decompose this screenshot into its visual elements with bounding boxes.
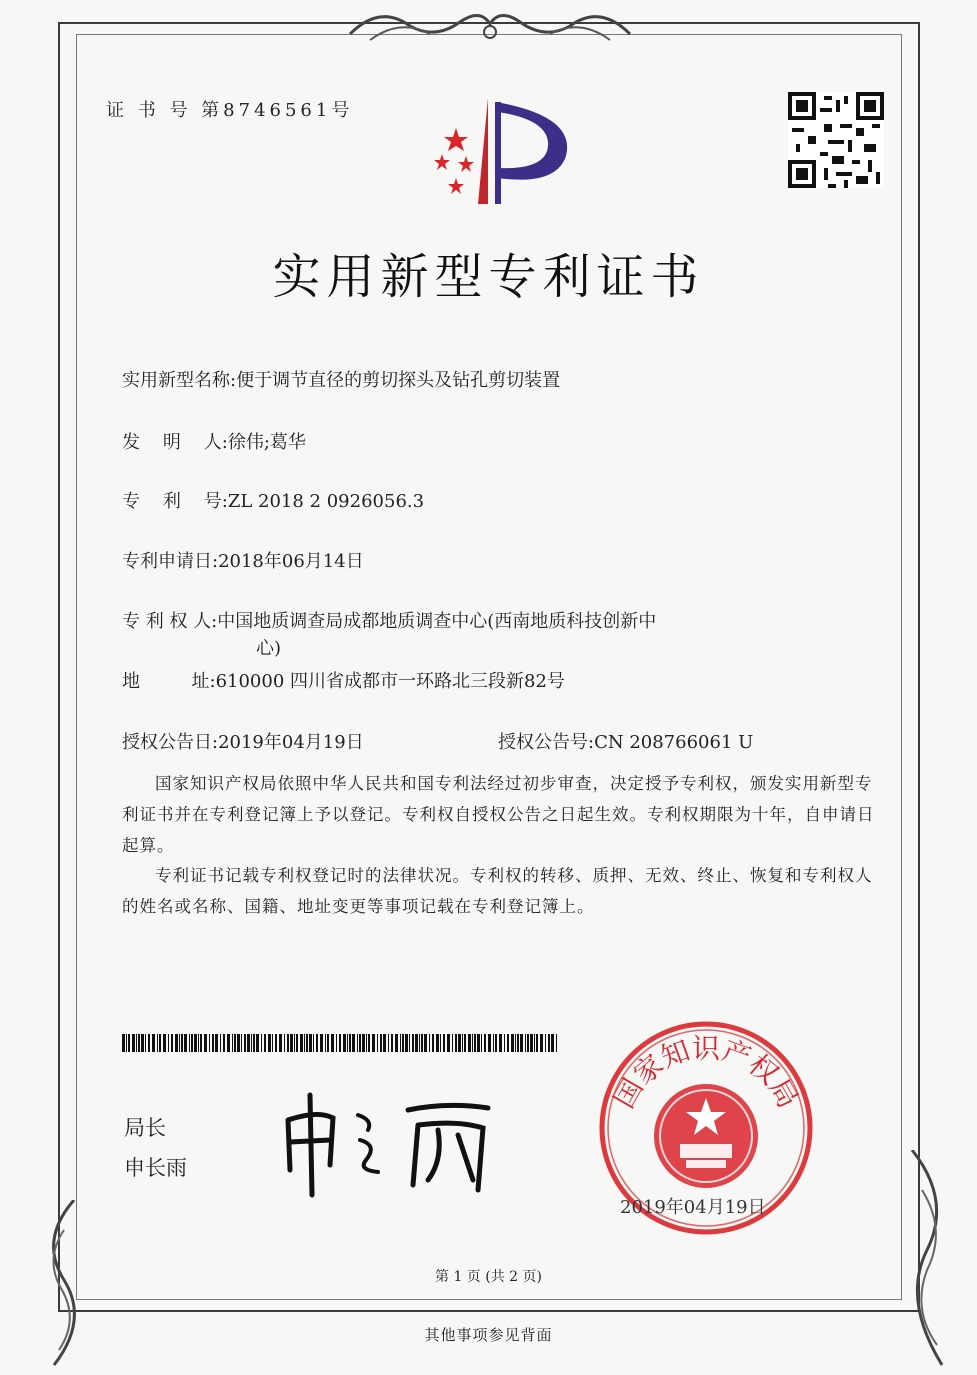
barcode-bar	[548, 1034, 550, 1052]
barcode-bar	[247, 1034, 250, 1052]
barcode-bar	[525, 1034, 526, 1052]
barcode-bar	[300, 1034, 303, 1052]
seal-char: 权	[742, 1047, 785, 1092]
barcode-bar	[368, 1034, 370, 1052]
barcode-bar	[339, 1034, 341, 1052]
application-date-row	[122, 547, 364, 573]
barcode-bar	[402, 1034, 404, 1052]
barcode-bar	[227, 1034, 230, 1052]
barcode-bar	[412, 1034, 414, 1052]
barcode-bar	[163, 1034, 166, 1052]
barcode-bar	[132, 1034, 135, 1052]
patent-number-value: ZL 2018 2 0926056.3	[227, 491, 425, 512]
barcode-bar	[352, 1034, 355, 1052]
barcode-bar	[157, 1034, 158, 1052]
barcode-bar	[168, 1034, 169, 1052]
body-paragraph-1: 国家知识产权局依照中华人民共和国专利法经过初步审查，决定授予专利权，颁发实用新型专利证书并在专利登记簿上予以登记。专利权自授权公告之日起生效。专利权期限为十年，自申请日起算。	[122, 774, 875, 855]
barcode-bar	[504, 1034, 505, 1052]
barcode-bar	[424, 1034, 427, 1052]
barcode-bar	[362, 1034, 365, 1052]
director-name: 申长雨	[124, 1156, 187, 1180]
barcode-bar	[284, 1034, 285, 1052]
patentee-label: 专 利 权 人:	[122, 611, 218, 632]
barcode-bar	[232, 1034, 233, 1052]
barcode-bar	[464, 1034, 466, 1052]
inventor-value: 徐伟;葛华	[227, 432, 306, 453]
barcode-bar	[447, 1034, 450, 1052]
barcode-bar	[306, 1034, 308, 1052]
barcode-bar	[432, 1034, 434, 1052]
grant-number-row	[498, 728, 753, 754]
barcode-bar	[215, 1034, 218, 1052]
barcode-bar	[191, 1034, 193, 1052]
barcode-bar	[415, 1034, 418, 1052]
barcode-bar	[493, 1034, 494, 1052]
seal-char: 国	[607, 1072, 650, 1114]
qr-code-icon	[788, 92, 884, 188]
patent-number-row	[122, 487, 424, 513]
barcode-bar	[440, 1034, 441, 1052]
barcode-bar	[316, 1034, 318, 1052]
barcode-bar	[253, 1034, 255, 1052]
barcode-bar	[313, 1034, 314, 1052]
seal-char: 家	[627, 1047, 670, 1092]
barcode-bar	[556, 1034, 557, 1052]
barcode-bar	[244, 1034, 246, 1052]
utility-model-name-label: 实用新型名称:	[122, 370, 237, 391]
barcode-bar	[383, 1034, 386, 1052]
barcode-bar	[515, 1034, 516, 1052]
patentee-value-line1: 中国地质调查局成都地质调查中心(西南地质科技创新中	[217, 611, 657, 632]
barcode-bar	[388, 1034, 389, 1052]
barcode-bar	[436, 1034, 439, 1052]
barcode-bar	[200, 1034, 202, 1052]
barcode-bar	[152, 1034, 155, 1052]
barcode-bar	[517, 1034, 519, 1052]
barcode-bar	[520, 1034, 523, 1052]
barcode-bar	[455, 1034, 457, 1052]
application-date-value: 2018年06月14日	[218, 551, 364, 572]
barcode-bar	[159, 1034, 161, 1052]
barcode-bar	[458, 1034, 461, 1052]
barcode-bar	[309, 1034, 312, 1052]
barcode-bar	[325, 1034, 326, 1052]
body-paragraph-2: 专利证书记载专利权登记时的法律状况。专利权的转移、质押、无效、终止、恢复和专利权人的姓名或名称、国籍、地址变更等事项记载在专利登记簿上。	[122, 866, 873, 916]
barcode-bar	[527, 1034, 529, 1052]
barcode-bar	[220, 1034, 221, 1052]
seal-char: 产	[717, 1033, 756, 1075]
barcode-bar	[184, 1034, 187, 1052]
barcode-bar	[347, 1034, 348, 1052]
barcode-bar	[209, 1034, 210, 1052]
page-number: 第 1 页 (共 2 页)	[435, 1269, 542, 1285]
barcode-bar	[468, 1034, 471, 1052]
barcode-bar	[261, 1034, 262, 1052]
barcode-bar	[477, 1034, 480, 1052]
grant-date-value: 2019年04月19日	[218, 732, 364, 753]
barcode-bar	[391, 1034, 393, 1052]
barcode-bar	[419, 1034, 420, 1052]
barcode-bar	[264, 1034, 266, 1052]
barcode-bar	[481, 1034, 482, 1052]
barcode-bar	[405, 1034, 408, 1052]
barcode-bar	[272, 1034, 273, 1052]
barcode-bar	[530, 1034, 533, 1052]
barcode-bar	[204, 1034, 207, 1052]
barcode-bar	[275, 1034, 277, 1052]
seal-char: 局	[762, 1072, 805, 1114]
barcode-bar	[223, 1034, 225, 1052]
barcode-bar	[327, 1034, 329, 1052]
barcode-bar	[181, 1034, 183, 1052]
barcode-bar	[138, 1034, 140, 1052]
director-title: 局长	[124, 1116, 166, 1140]
barcode-bar	[294, 1034, 295, 1052]
inventor-label: 发 明 人:	[122, 432, 228, 453]
barcode-bar	[331, 1034, 334, 1052]
grant-date-label: 授权公告日:	[122, 732, 219, 753]
barcode-bar	[237, 1034, 240, 1052]
barcode-bar	[551, 1034, 554, 1052]
barcode-bar	[212, 1034, 214, 1052]
barcode-bar	[495, 1034, 497, 1052]
barcode-icon	[122, 1034, 562, 1052]
barcode-bar	[175, 1034, 178, 1052]
director-signature	[278, 1090, 508, 1200]
barcode-bar	[484, 1034, 486, 1052]
barcode-bar	[256, 1034, 259, 1052]
barcode-bar	[296, 1034, 298, 1052]
seal-char: 识	[691, 1032, 721, 1065]
barcode-bar	[287, 1034, 289, 1052]
barcode-bar	[511, 1034, 514, 1052]
barcode-bar	[290, 1034, 293, 1052]
barcode-bar	[251, 1034, 252, 1052]
barcode-bar	[488, 1034, 491, 1052]
barcode-bar	[472, 1034, 473, 1052]
barcode-bar	[372, 1034, 375, 1052]
patent-number-label: 专 利 号:	[122, 491, 228, 512]
barcode-bar	[141, 1034, 144, 1052]
top-ornament-icon	[340, 4, 640, 48]
certificate-number: 证 书 号 第8746561号	[106, 100, 354, 121]
barcode-bar	[179, 1034, 180, 1052]
grant-date-row	[122, 728, 364, 754]
utility-model-name-value: 便于调节直径的剪切探头及钻孔剪切装置	[236, 370, 561, 391]
barcode-bar	[336, 1034, 337, 1052]
barcode-bar	[279, 1034, 282, 1052]
patentee-row	[122, 607, 656, 633]
barcode-bar	[304, 1034, 305, 1052]
barcode-bar	[126, 1034, 127, 1052]
barcode-bar	[540, 1034, 543, 1052]
barcode-bar	[359, 1034, 361, 1052]
grant-number-value: CN 208766061 U	[594, 732, 754, 753]
barcode-bar	[409, 1034, 410, 1052]
application-date-label: 专利申请日:	[122, 551, 219, 572]
seal-char: 知	[656, 1033, 695, 1075]
barcode-bar	[349, 1034, 351, 1052]
barcode-bar	[136, 1034, 137, 1052]
patentee-value-line2: 心)	[256, 638, 282, 659]
barcode-bar	[452, 1034, 453, 1052]
barcode-bar	[377, 1034, 378, 1052]
barcode-bar	[366, 1034, 367, 1052]
barcode-bar	[380, 1034, 382, 1052]
barcode-bar	[400, 1034, 401, 1052]
address-row	[122, 667, 565, 693]
inventor-row	[122, 428, 306, 454]
barcode-bar	[241, 1034, 242, 1052]
address-value: 610000 四川省成都市一环路北三段新82号	[215, 671, 565, 692]
seal-date: 2019年04月19日	[620, 1197, 766, 1218]
barcode-bar	[268, 1034, 271, 1052]
grant-number-label: 授权公告号:	[498, 732, 595, 753]
barcode-bar	[343, 1034, 346, 1052]
page-title: 实用新型专利证书	[272, 249, 705, 305]
barcode-bar	[194, 1034, 197, 1052]
back-note: 其他事项参见背面	[424, 1326, 553, 1344]
barcode-bar	[320, 1034, 323, 1052]
barcode-bar	[499, 1034, 502, 1052]
barcode-bar	[148, 1034, 150, 1052]
barcode-bar	[122, 1034, 125, 1052]
barcode-bar	[189, 1034, 190, 1052]
barcode-bar	[421, 1034, 423, 1052]
utility-model-name-row	[122, 366, 560, 392]
barcode-bar	[534, 1034, 535, 1052]
barcode-bar	[536, 1034, 538, 1052]
barcode-bar	[474, 1034, 476, 1052]
barcode-bar	[507, 1034, 509, 1052]
barcode-bar	[234, 1034, 236, 1052]
barcode-bar	[357, 1034, 358, 1052]
address-label: 地 址:	[122, 671, 216, 692]
barcode-bar	[429, 1034, 430, 1052]
barcode-bar	[145, 1034, 146, 1052]
barcode-bar	[443, 1034, 445, 1052]
barcode-bar	[395, 1034, 398, 1052]
barcode-bar	[462, 1034, 463, 1052]
barcode-bar	[545, 1034, 546, 1052]
cnipa-logo-icon	[426, 96, 576, 206]
barcode-bar	[198, 1034, 199, 1052]
barcode-bar	[128, 1034, 130, 1052]
barcode-bar	[171, 1034, 173, 1052]
